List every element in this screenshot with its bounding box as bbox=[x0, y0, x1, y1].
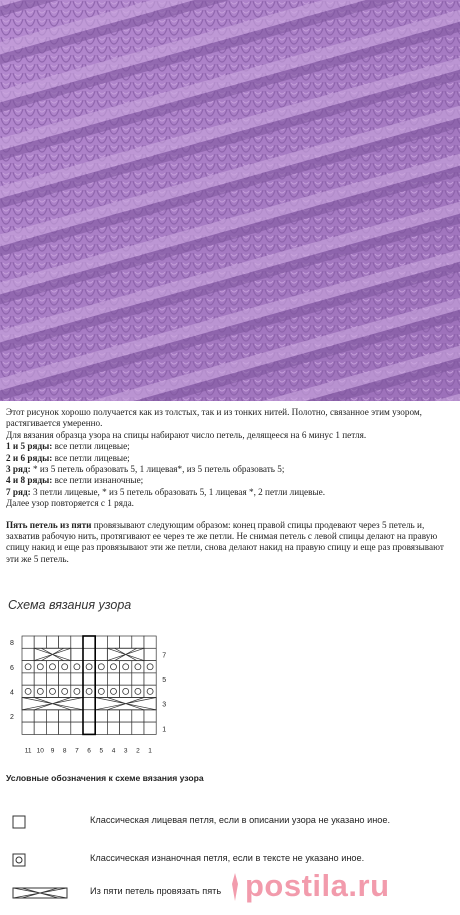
column-number: 8 bbox=[62, 747, 67, 755]
intro-line-2: Для вязания образца узора на спицы набирают число петель, делящееся на 6 минус 1 петля. bbox=[6, 429, 367, 440]
watermark: postila.ru bbox=[245, 868, 390, 903]
chart-cell bbox=[144, 648, 156, 660]
chart-cell bbox=[59, 710, 71, 722]
chart-cell bbox=[132, 661, 144, 673]
chart-cell bbox=[22, 722, 34, 734]
chart-cell bbox=[46, 722, 58, 734]
legend-item-knit: Классическая лицевая петля, если в описании узора не указано иное. bbox=[0, 812, 460, 832]
chart-cell bbox=[120, 661, 132, 673]
chart-cell bbox=[71, 710, 83, 722]
legend-item-five-from-five: Из пяти петель провязать пять bbox=[0, 883, 460, 903]
chart-cell bbox=[144, 661, 156, 673]
knitting-sample-photo bbox=[0, 0, 460, 401]
chart-cell bbox=[46, 661, 58, 673]
row-number-right: 3 bbox=[162, 701, 167, 709]
chart-cell bbox=[22, 673, 34, 685]
chart-cell bbox=[83, 722, 95, 734]
chart-cell bbox=[95, 661, 107, 673]
chart-cell bbox=[107, 685, 119, 697]
chart-cell bbox=[132, 710, 144, 722]
chart-cell bbox=[120, 722, 132, 734]
row-instruction: 4 и 8 ряды: все петли изнаночные; bbox=[6, 475, 144, 486]
chart-grid bbox=[6, 630, 206, 755]
legend-title: Условные обозначения к схеме вязания узора bbox=[6, 773, 204, 783]
column-number: 3 bbox=[123, 747, 128, 755]
chart-cell bbox=[46, 636, 58, 648]
five-from-five-icon bbox=[12, 886, 68, 900]
chart-cell bbox=[34, 636, 46, 648]
chart-cell bbox=[59, 636, 71, 648]
chart-cell bbox=[132, 685, 144, 697]
chart-cell bbox=[132, 636, 144, 648]
chart-cell bbox=[71, 685, 83, 697]
column-number: 4 bbox=[111, 747, 116, 755]
row-number-left: 4 bbox=[10, 689, 14, 697]
legend-item-purl: Классическая изнаночная петля, если в тексте не указано иное. bbox=[0, 850, 460, 870]
chart-cell bbox=[107, 636, 119, 648]
row-number-right: 5 bbox=[162, 677, 167, 685]
chart-cell bbox=[83, 673, 95, 685]
chart-cell bbox=[83, 661, 95, 673]
row-number-right: 7 bbox=[162, 652, 167, 660]
chart-cell bbox=[107, 710, 119, 722]
chart-cell bbox=[83, 698, 95, 710]
chart-cell bbox=[95, 673, 107, 685]
chart-cell bbox=[95, 636, 107, 648]
chart-cell bbox=[83, 710, 95, 722]
chart-cell bbox=[144, 685, 156, 697]
chart-cell bbox=[46, 673, 58, 685]
chart-cell bbox=[22, 710, 34, 722]
chart-cell bbox=[120, 710, 132, 722]
chart-cell bbox=[34, 661, 46, 673]
chart-cell bbox=[132, 722, 144, 734]
column-number: 11 bbox=[24, 747, 32, 755]
chart-cell bbox=[71, 636, 83, 648]
chart-cell bbox=[34, 685, 46, 697]
five-from-five-explanation: Пять петель из пяти провязывают следующим образом: конец правой спицы продевают через 5 петель и, захватив рабочую нить, протягивают ее через те же петли. Не снимая петель с левой спицы делают на правую спицу накид и еще раз провязывают эти же петли, снова делают накид на правую спицу и еще раз провязывают эти же 5 петель. bbox=[6, 519, 444, 564]
chart-cell bbox=[46, 710, 58, 722]
chart-cell bbox=[120, 636, 132, 648]
chart-cell bbox=[59, 685, 71, 697]
chart-cell bbox=[132, 673, 144, 685]
chart-cell bbox=[59, 661, 71, 673]
row-instruction: 2 и 6 ряды: все петли лицевые; bbox=[6, 452, 130, 463]
repeat-note: Далее узор повторяется с 1 ряда. bbox=[6, 498, 134, 509]
chart-cell bbox=[22, 648, 34, 660]
column-number: 6 bbox=[87, 747, 91, 755]
column-number: 5 bbox=[99, 747, 104, 755]
column-number: 9 bbox=[50, 747, 55, 755]
chart-cell bbox=[83, 636, 95, 648]
chart-cell bbox=[144, 710, 156, 722]
pattern-description bbox=[6, 407, 454, 565]
column-number: 1 bbox=[148, 747, 152, 755]
chart-cell bbox=[46, 685, 58, 697]
chart-cell bbox=[95, 710, 107, 722]
knitting-texture bbox=[0, 0, 460, 401]
row-instruction: 7 ряд: 3 петли лицевые, * из 5 петель образовать 5, 1 лицевая *, 2 петли лицевые. bbox=[6, 486, 326, 497]
schema-title: Схема вязания узора bbox=[8, 598, 132, 612]
chart-cell bbox=[71, 648, 83, 660]
chart-cell bbox=[107, 661, 119, 673]
chart-cell bbox=[22, 685, 34, 697]
column-number: 2 bbox=[136, 747, 140, 755]
chart-cell bbox=[144, 722, 156, 734]
purl-circle-icon bbox=[12, 853, 26, 867]
row-instruction: 3 ряд: * из 5 петель образовать 5, 1 лицевая*, из 5 петель образовать 5; bbox=[6, 464, 285, 475]
row-number-left: 6 bbox=[10, 664, 14, 672]
chart-cell bbox=[83, 648, 95, 660]
chart-cell bbox=[34, 722, 46, 734]
knit-square-icon bbox=[12, 815, 26, 829]
chart-cell bbox=[120, 673, 132, 685]
chart-cell bbox=[95, 722, 107, 734]
chart-cell bbox=[120, 685, 132, 697]
row-number-left: 8 bbox=[10, 640, 14, 648]
chart-cell bbox=[59, 722, 71, 734]
intro-line-1: Этот рисунок хорошо получается как из толстых, так и из тонких нитей. Полотно, связанное этим узором, растягивается умеренно. bbox=[6, 407, 422, 429]
chart-cell bbox=[144, 673, 156, 685]
chart-cell bbox=[83, 685, 95, 697]
knitting-chart bbox=[6, 630, 206, 760]
postila-pin-icon bbox=[228, 872, 242, 902]
chart-cell bbox=[71, 673, 83, 685]
chart-cell bbox=[71, 661, 83, 673]
chart-cell bbox=[107, 722, 119, 734]
chart-cell bbox=[95, 648, 107, 660]
chart-cell bbox=[95, 685, 107, 697]
column-number: 7 bbox=[75, 747, 79, 755]
chart-cell bbox=[59, 673, 71, 685]
chart-cell bbox=[71, 722, 83, 734]
chart-cell bbox=[22, 661, 34, 673]
row-number-left: 2 bbox=[10, 714, 14, 722]
row-instruction: 1 и 5 ряды: все петли лицевые; bbox=[6, 441, 130, 452]
chart-cell bbox=[22, 636, 34, 648]
chart-cell bbox=[34, 710, 46, 722]
chart-cell bbox=[34, 673, 46, 685]
column-number: 10 bbox=[36, 747, 44, 755]
chart-cell bbox=[107, 673, 119, 685]
chart-cell bbox=[144, 636, 156, 648]
row-number-right: 1 bbox=[162, 726, 167, 734]
